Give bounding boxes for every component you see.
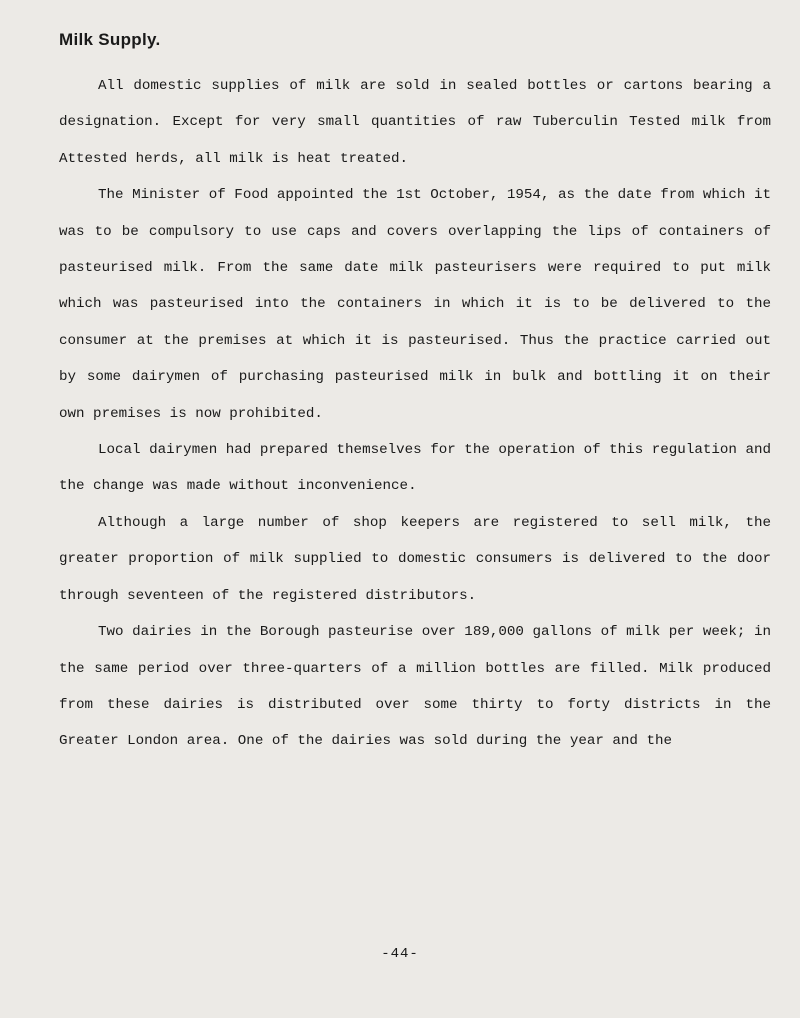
body-text: [59, 68, 771, 760]
paragraph-sealed-bottles: All domestic supplies of milk are sold in sealed bottles or cartons bearing a designation. Except for very small quantities of raw Tuberculin Tested milk from Attested herds, all milk is heat treated.: [59, 78, 771, 167]
paragraph-local-dairymen: Local dairymen had prepared themselves for the operation of this regulation and the change was made without inconvenience.: [59, 442, 771, 495]
section-heading: Milk Supply.: [59, 30, 161, 49]
paragraph-caps-and-covers: The Minister of Food appointed the 1st October, 1954, as the date from which it was to be compulsory to use caps and covers overlapping the lips of containers of pasteurised milk. From the same date milk pasteurisers were required to put milk which was pasteurised into the containers in which it is to be delivered to the consumer at the premises at which it is pasteurised. Thus the practice carried out by some dairymen of purchasing pasteurised milk in bulk and bottling it on their own premises is now prohibited.: [59, 187, 771, 422]
page-number: -44-: [381, 946, 419, 962]
paragraph-borough-dairies: Two dairies in the Borough pasteurise over 189,000 gallons of milk per week; in the same period over three-quarters of a million bottles are filled. Milk produced from these dairies is distributed over some thirty to forty districts in the Greater London area. One of the dairies was sold during the year and the: [59, 624, 771, 750]
paragraph-shop-keepers: Although a large number of shop keepers are registered to sell milk, the greater proportion of milk supplied to domestic consumers is delivered to the door through seventeen of the registered distributors.: [59, 514, 771, 604]
